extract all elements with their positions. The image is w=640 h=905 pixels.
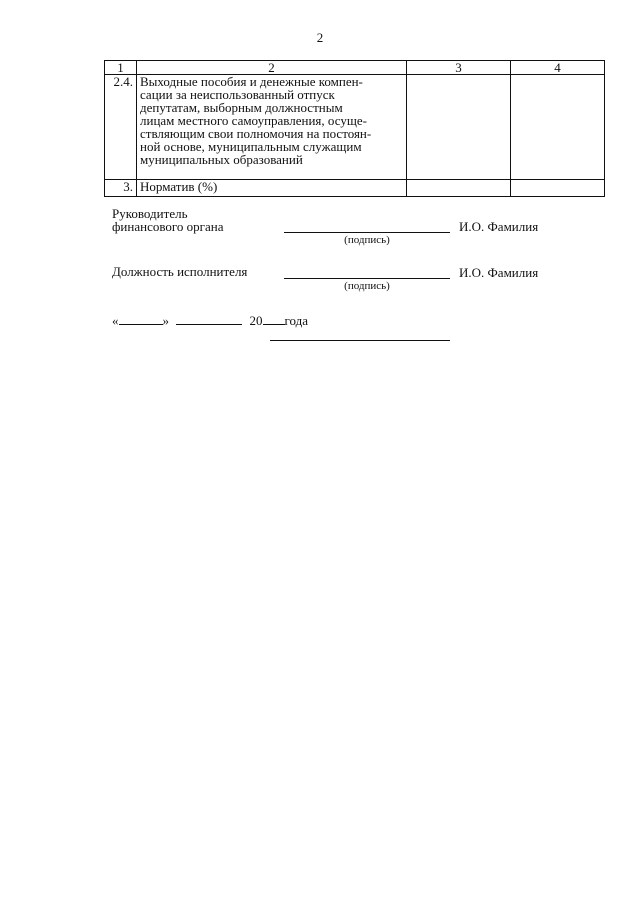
date-open-quote: « — [112, 313, 119, 328]
description-line: Норматив (%) — [140, 179, 218, 194]
signatory-label — [112, 207, 223, 233]
bottom-signature-line[interactable] — [270, 340, 450, 341]
date-day-blank[interactable] — [119, 314, 163, 325]
signature-caption: (подпись) — [344, 280, 390, 292]
description-line: лицам местного самоуправления, осуще- — [140, 113, 367, 128]
header-cell: 4 — [511, 61, 605, 75]
description-line: Выходные пособия и денежные компен- — [140, 74, 363, 89]
date-suffix: года — [284, 313, 309, 328]
value-cell-col4[interactable] — [511, 180, 605, 197]
signatory-name: И.О. Фамилия — [459, 219, 539, 234]
signature-line[interactable] — [284, 232, 450, 233]
header-cell: 1 — [105, 61, 137, 75]
date-year-blank[interactable] — [263, 314, 285, 325]
signatory-name: И.О. Фамилия — [459, 265, 539, 280]
table-row — [105, 180, 605, 197]
description-line: ной основе, муниципальным служащим — [140, 139, 362, 154]
row-number: 3. — [105, 180, 137, 197]
header-cell: 3 — [407, 61, 511, 75]
signature-line[interactable] — [284, 278, 450, 279]
value-cell-col3[interactable] — [407, 180, 511, 197]
row-description — [137, 75, 407, 180]
date-line — [112, 313, 308, 329]
form-table — [104, 60, 605, 197]
value-cell-col3[interactable] — [407, 75, 511, 180]
date-year-prefix: 20 — [249, 313, 263, 328]
signatory-label-line: Руководитель — [112, 206, 188, 221]
value-cell-col4[interactable] — [511, 75, 605, 180]
table-row — [105, 75, 605, 180]
row-description — [137, 180, 407, 197]
description-line: депутатам, выборным должностным — [140, 100, 343, 115]
description-line: сации за неиспользованный отпуск — [140, 87, 335, 102]
signatory-label-line: финансового органа — [112, 219, 224, 234]
page-number: 2 — [316, 30, 324, 45]
row-number: 2.4. — [105, 75, 137, 180]
signature-caption: (подпись) — [344, 234, 390, 246]
description-line: муниципальных образований — [140, 152, 303, 167]
date-month-blank[interactable] — [176, 314, 242, 325]
signatory-label — [112, 265, 247, 278]
description-line: ствляющим свои полномочия на постоян- — [140, 126, 372, 141]
signatory-label-line: Должность исполнителя — [112, 264, 248, 279]
table-header-row — [105, 61, 605, 75]
header-cell: 2 — [137, 61, 407, 75]
date-close-quote: » — [162, 313, 169, 328]
